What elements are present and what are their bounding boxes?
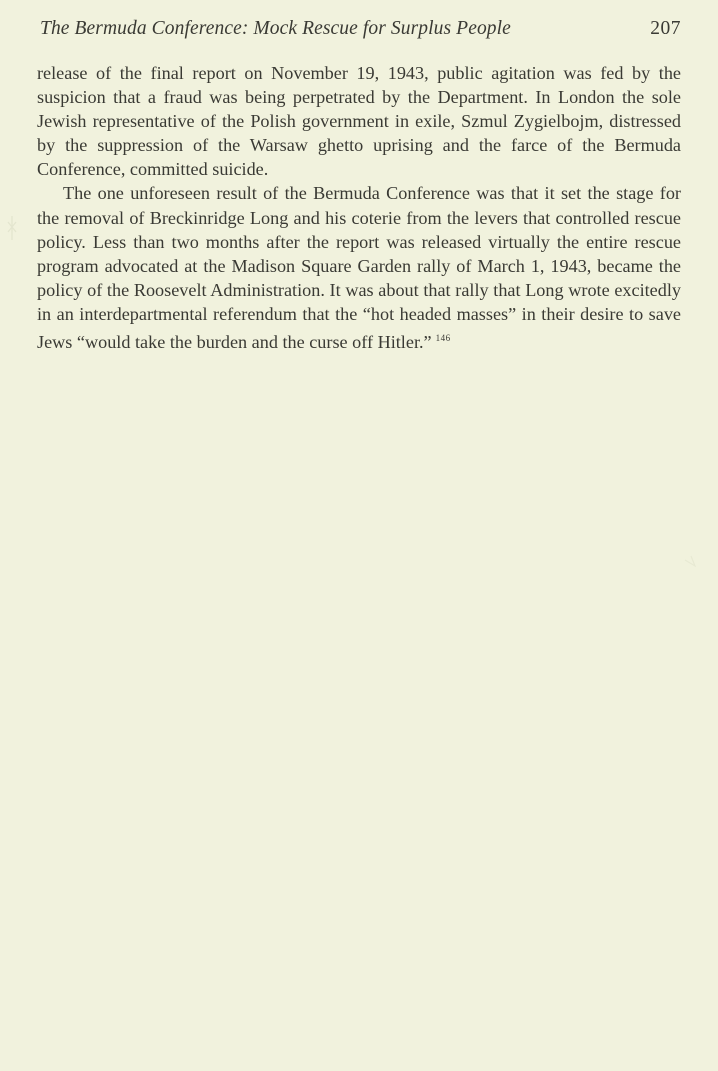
page-number: 207 <box>650 18 681 39</box>
body-text <box>37 61 681 354</box>
paragraph: release of the final report on November 19, 1943, public agitation was fed by the suspicion that a fraud was being perpetrated by the Department. In London the sole Jewish representative of the Polish government in exile, Szmul Zygielbojm, distressed by the suppression of the Warsaw ghetto uprising and the farce of the Bermuda Conference, committed suicide. <box>37 63 681 180</box>
paragraph-text: The one unforeseen result of the Bermuda Conference was that it set the stage for the removal of Breckinridge Long and his coterie from the levers that controlled rescue policy. Less than two months after the report was released virtually the entire rescue program advocated at the Madison Square Garden rally of March 1, 1943, became the policy of the Roosevelt Administration. It was about that rally that Long wrote excitedly in an interdepartmental referendum that the “hot headed masses” in their desire to save Jews “would take the burden and the curse off Hitler.” <box>37 183 681 353</box>
paragraph <box>37 181 681 354</box>
running-title: The Bermuda Conference: Mock Rescue for Surplus People <box>40 18 511 39</box>
footnote-reference: 146 <box>435 333 451 344</box>
running-head <box>40 18 681 46</box>
